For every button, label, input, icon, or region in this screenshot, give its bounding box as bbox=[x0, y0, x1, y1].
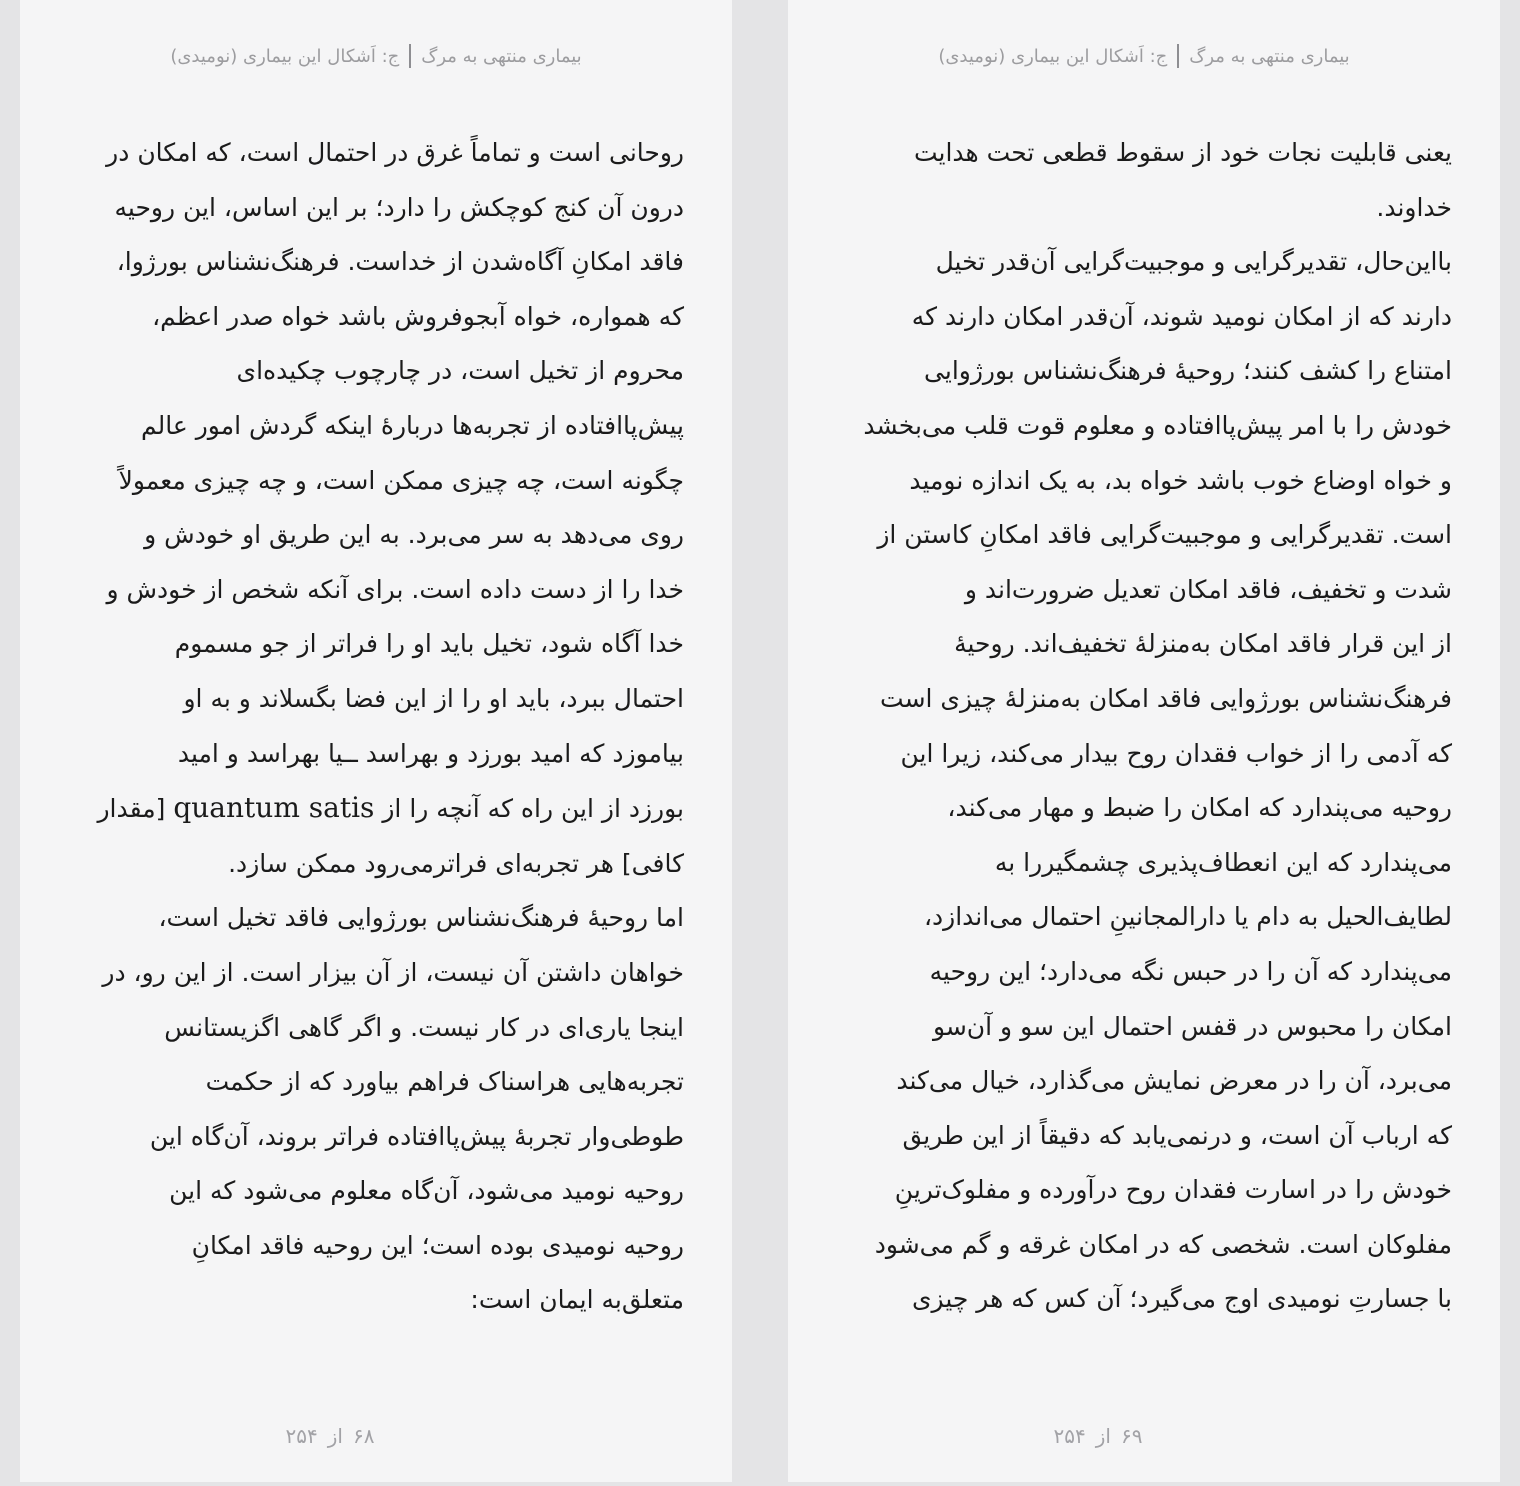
text-line: چگونه است، چه چیزی ممکن است، و چه چیزی معمولاً bbox=[118, 465, 684, 495]
header-separator bbox=[409, 44, 411, 68]
text-line: بیاموزد که امید بورزد و بهراسد ــیا بهراسد و امید bbox=[177, 738, 684, 768]
text-line: فرهنگ‌نشناس بورژوایی فاقد امکان به‌منزلهٔ چیزی است bbox=[880, 683, 1452, 713]
text-line: امکان را محبوس در قفس احتمال این سو و آن‌سو bbox=[932, 1011, 1452, 1041]
text-line: درون آن کنج کوچکش را دارد؛ بر این اساس، این روحیه bbox=[114, 192, 684, 222]
text-line: و خواه اوضاع خوب باشد خواه بد، به یک اندازه نومید bbox=[909, 465, 1452, 495]
page-current: ۶۹ bbox=[1120, 1424, 1143, 1448]
text-line: لطایف‌الحیل به دام یا دارالمجانینِ احتمال می‌اندازد، bbox=[923, 902, 1452, 932]
book-title: بیماری منتهی به مرگ bbox=[1189, 45, 1350, 67]
text-line: از این قرار فاقد امکان به‌منزلهٔ تخفیف‌اند. روحیهٔ bbox=[954, 629, 1452, 659]
page-total: ۲۵۴ bbox=[1053, 1424, 1086, 1448]
page-current: ۶۸ bbox=[352, 1424, 375, 1448]
page-of: از bbox=[327, 1424, 343, 1448]
text-line: که همواره، خواه آبجوفروش باشد خواه صدر اعظم، bbox=[152, 301, 684, 331]
page-number bbox=[0, 1424, 686, 1448]
text-line: که ارباب آن است، و درنمی‌یابد که دقیقاً از این طریق bbox=[902, 1120, 1452, 1150]
text-line-latin bbox=[72, 781, 684, 837]
text-line: که آدمی را از خواب فقدان روح بیدار می‌کند، زیرا این bbox=[900, 738, 1452, 768]
text-line: احتمال ببرد، باید او را از این فضا بگسلاند و به او bbox=[183, 683, 684, 713]
text-line: تجربه‌هایی هراسناک فراهم بیاورد که از حکمت bbox=[205, 1067, 684, 1097]
text-line: محروم از تخیل است، در چارچوب چکیده‌ای bbox=[236, 356, 684, 386]
text-line: پیش‌پاافتاده از تجربه‌ها دربارهٔ اینکه گردش امور عالم bbox=[140, 410, 684, 440]
text-line: خواهان داشتن آن نیست، از آن بیزار است. از این رو، در bbox=[102, 957, 684, 987]
text-line: روحانی است و تماماً غرق در احتمال است، که امکان در bbox=[106, 138, 684, 167]
text-line: روحیه می‌پندارد که امکان را ضبط و مهار می‌کند، bbox=[947, 793, 1452, 823]
text-line: فاقد امکانِ آگاه‌شدن از خداست. فرهنگ‌نشناس بورژوا، bbox=[116, 247, 684, 277]
text-line: روی می‌دهد به سر می‌برد. به این طریق او خودش و bbox=[144, 520, 684, 550]
text-line: روحیه نومیدی بوده است؛ این روحیه فاقد امکانِ bbox=[191, 1230, 684, 1260]
text-line: دارند که از امکان نومید شوند، آن‌قدر امکان دارند که bbox=[911, 301, 1452, 331]
text-line: می‌پندارد که آن را در حبس نگه می‌دارد؛ این روحیه bbox=[929, 956, 1452, 986]
chapter-title: ج: اَشکال این بیماری (نومیدی) bbox=[170, 45, 400, 67]
latin-phrase: quantum satis bbox=[173, 791, 375, 825]
text-line: خدا آگاه شود، تخیل باید او را فراتر از جو مسموم bbox=[174, 629, 684, 659]
text-line: شدت و تخفیف، فاقد امکان تعدیل ضرورت‌اند و bbox=[964, 574, 1452, 604]
page-of: از bbox=[1095, 1424, 1111, 1448]
text-line: می‌برد، آن را در معرض نمایش می‌گذارد، خیال می‌کند bbox=[896, 1066, 1452, 1096]
text-line: خداوند. bbox=[1376, 192, 1452, 222]
text-line: خودش را با امر پیش‌پاافتاده و معلوم قوت قلب می‌بخشد bbox=[863, 410, 1452, 440]
text-fragment: [مقدار bbox=[97, 794, 166, 824]
page-right[interactable] bbox=[788, 0, 1500, 1482]
text-line: امتناع را کشف کنند؛ روحیهٔ فرهنگ‌نشناس بورژوایی bbox=[924, 356, 1452, 386]
running-header bbox=[20, 44, 732, 68]
text-line: کافی] هر تجربه‌ای فراترمی‌رود ممکن سازد. bbox=[228, 848, 684, 878]
text-line: روحیه نومید می‌شود، آن‌گاه معلوم می‌شود که این bbox=[169, 1176, 684, 1206]
text-line: می‌پندارد که این انعطاف‌پذیری چشمگیررا به bbox=[994, 847, 1452, 877]
page-total: ۲۵۴ bbox=[285, 1424, 318, 1448]
text-line: خودش را در اسارت فقدان روح درآورده و مفلوک‌ترینِ bbox=[894, 1175, 1452, 1205]
text-line: یعنی قابلیت نجات خود از سقوط قطعی تحت هدایت bbox=[913, 138, 1452, 167]
text-fragment: بورزد از این راه که آنچه را از bbox=[382, 794, 684, 824]
text-line: اینجا یاری‌ای در کار نیست. و اگر گاهی اگزیستانس bbox=[164, 1012, 684, 1042]
header-separator bbox=[1177, 44, 1179, 68]
text-line: است. تقدیرگرایی و موجبیت‌گرایی فاقد امکانِ کاستن از bbox=[877, 520, 1452, 550]
text-line: متعلق‌به ایمان است: bbox=[470, 1285, 684, 1315]
page-body-text bbox=[72, 126, 684, 1328]
page-number bbox=[742, 1424, 1454, 1448]
text-line: خدا را از دست داده است. برای آنکه شخص از خودش و bbox=[106, 574, 684, 604]
text-line: مفلوکان است. شخصی که در امکان غرقه و گم می‌شود bbox=[874, 1229, 1452, 1259]
text-line: بااین‌حال، تقدیرگرایی و موجبیت‌گرایی آن‌قدر تخیل bbox=[935, 247, 1452, 277]
book-title: بیماری منتهی به مرگ bbox=[421, 45, 582, 67]
page-left[interactable] bbox=[20, 0, 732, 1482]
text-line: طوطی‌وار تجربهٔ پیش‌پاافتاده فراتر بروند، آن‌گاه این bbox=[149, 1121, 684, 1151]
chapter-title: ج: اَشکال این بیماری (نومیدی) bbox=[938, 45, 1168, 67]
text-line: با جسارتِ نومیدی اوج می‌گیرد؛ آن کس که هر چیزی bbox=[911, 1284, 1452, 1314]
page-body-text bbox=[836, 126, 1452, 1327]
text-line: اما روحیهٔ فرهنگ‌نشناس بورژوایی فاقد تخیل است، bbox=[158, 903, 684, 933]
running-header bbox=[788, 44, 1500, 68]
